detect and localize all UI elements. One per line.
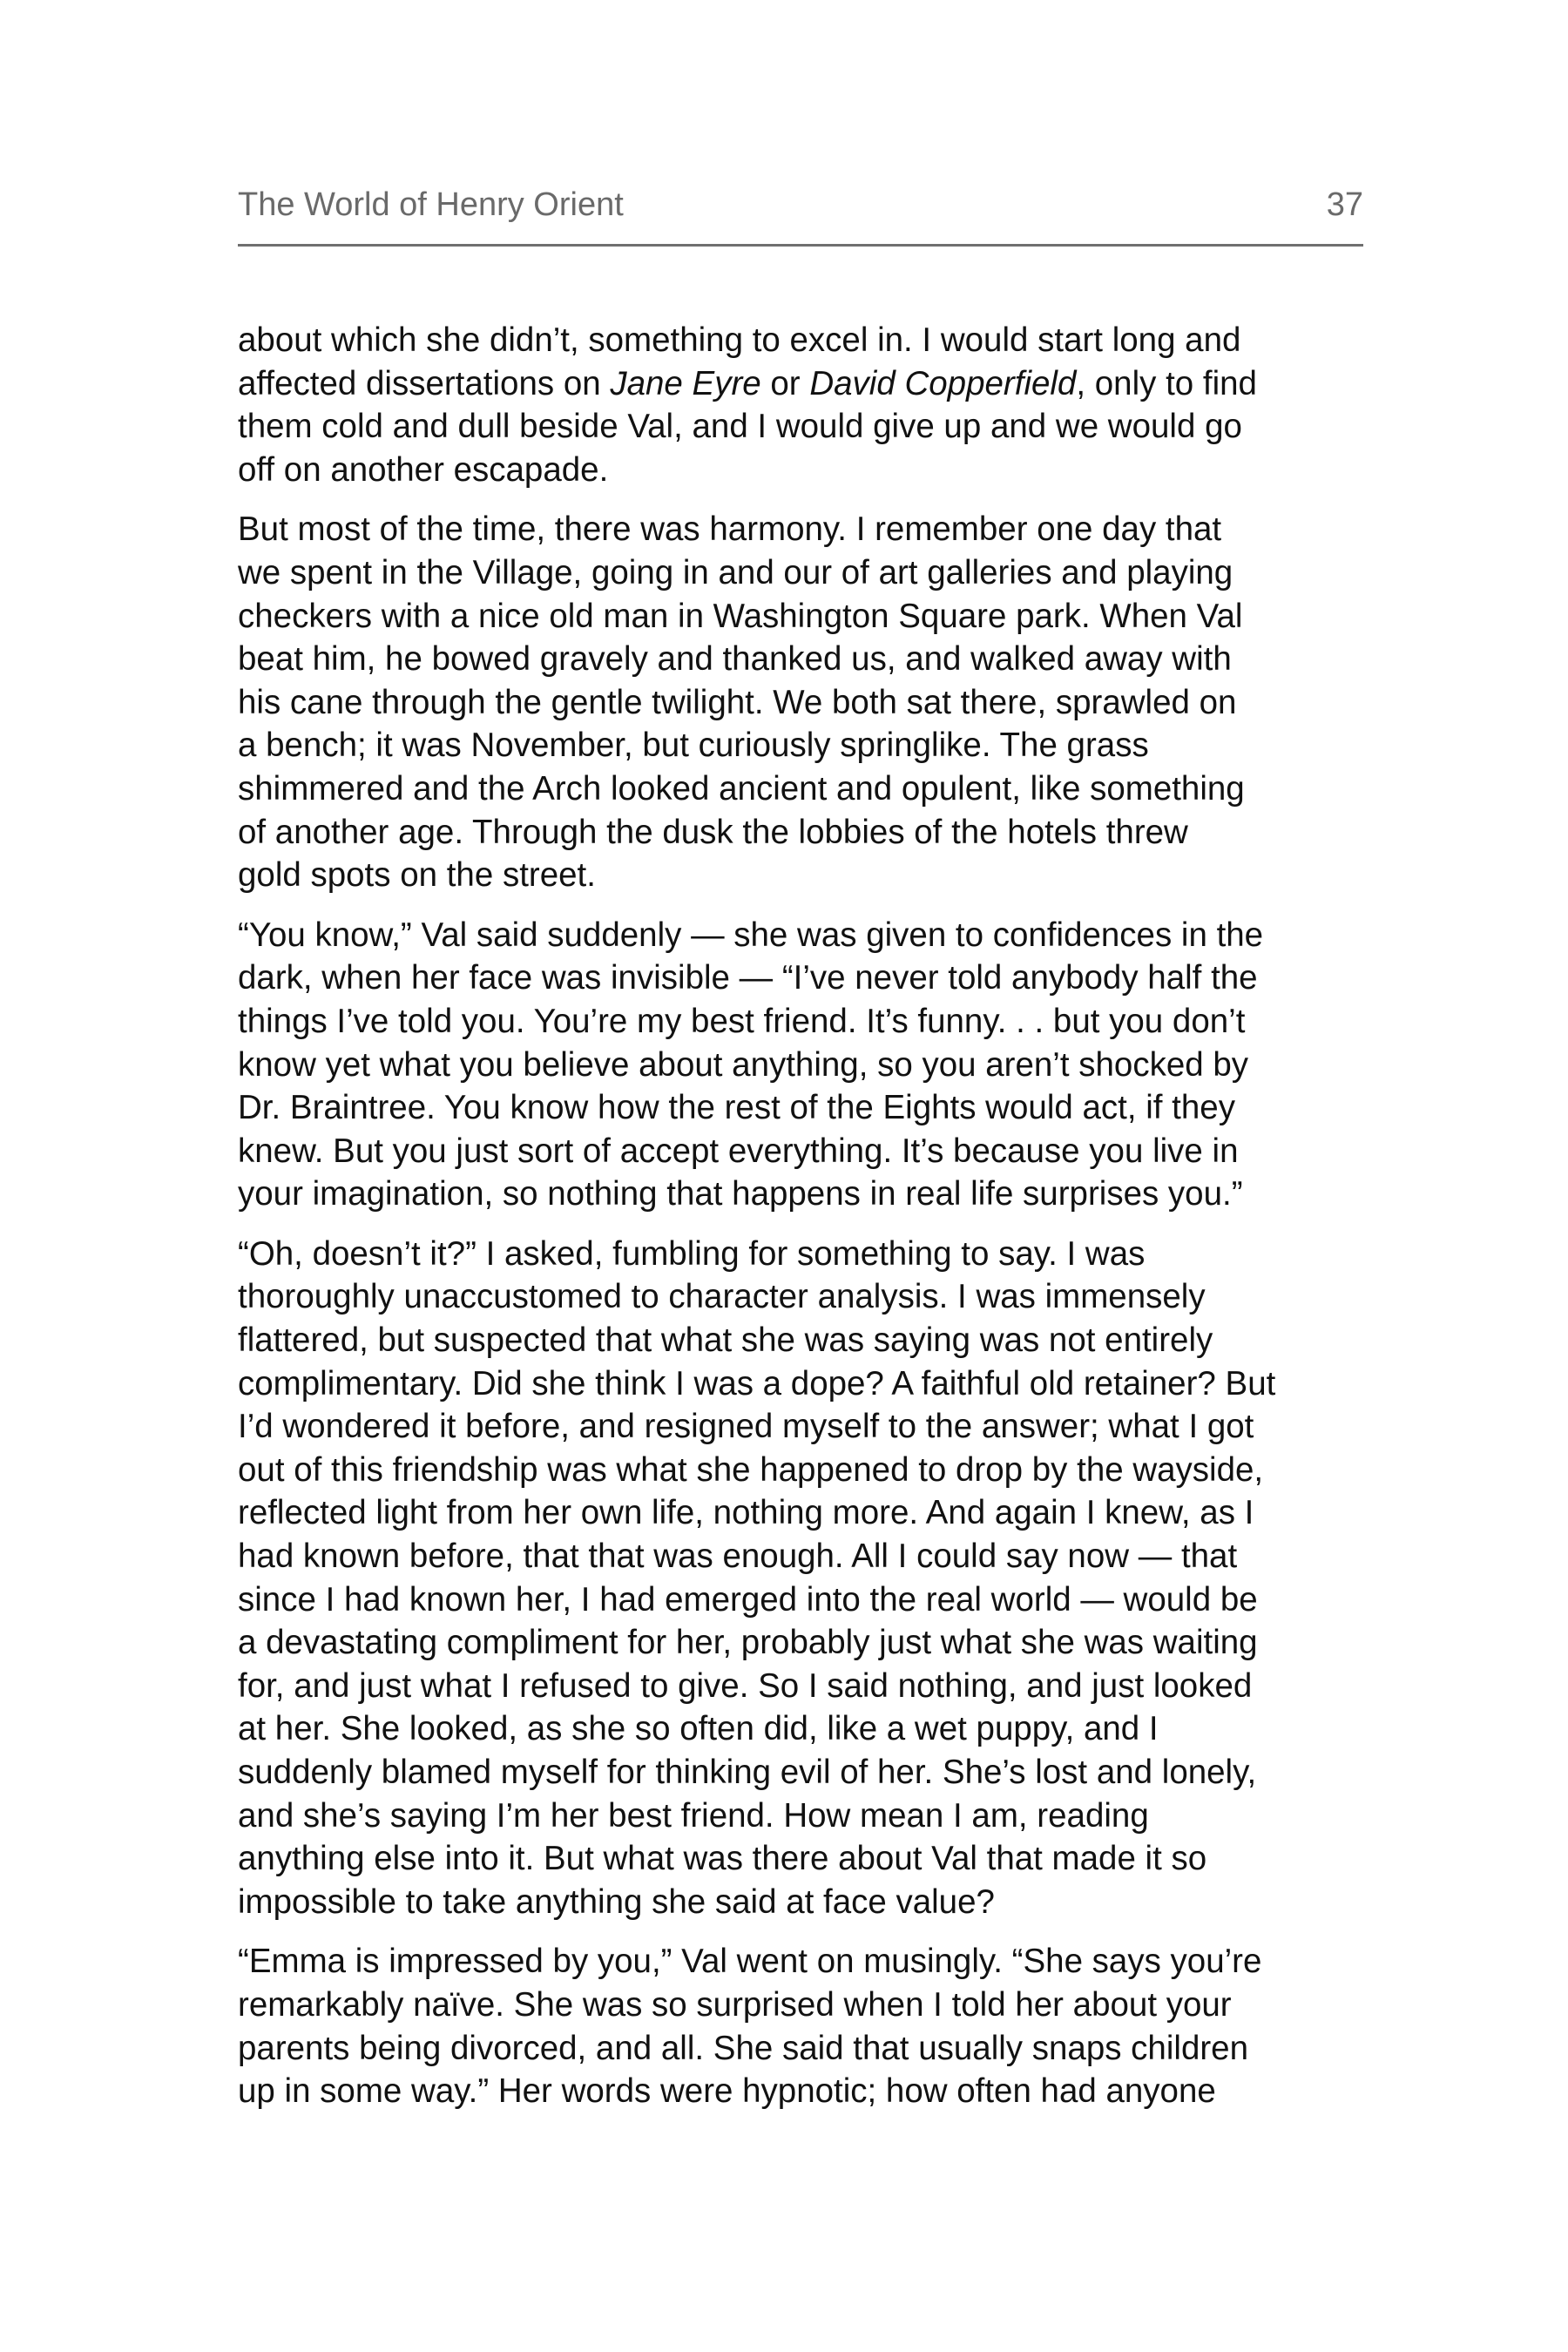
text-line: know yet what you believe about anything, so you aren’t shocked by [238,1045,1249,1084]
text-line: Dr. Braintree. You know how the rest of the Eights would act, if they [238,1089,1235,1127]
text-line: a devastating compliment for her, probably just what she was waiting [238,1624,1258,1662]
text-line: “Oh, doesn’t it?” I asked, fumbling for something to say. I was [238,1234,1146,1273]
running-header [238,185,1363,247]
paragraph [238,1940,1363,2112]
text-line: we spent in the Village, going in and our of art galleries and playing [238,553,1233,591]
text-line: and she’s saying I’m her best friend. How mean I am, reading [238,1796,1149,1835]
text-line: thoroughly unaccustomed to character analysis. I was immensely [238,1278,1206,1316]
text-line: had known before, that that was enough. All I could say now — that [238,1538,1238,1576]
text-line: them cold and dull beside Val, and I would give up and we would go [238,408,1242,446]
text-line: “Emma is impressed by you,” Val went on musingly. “She says you’re [238,1943,1262,1981]
text-line: off on another escapade. [238,450,609,489]
body-text [238,319,1363,2130]
text-line: up in some way.” Her words were hypnotic; how often had anyone [238,2072,1216,2111]
text-line: beat him, he bowed gravely and thanked us, and walked away with [238,640,1232,679]
paragraph [238,1233,1363,1924]
text-line: impossible to take anything she said at face value? [238,1882,995,1921]
text-line: reflected light from her own life, nothing more. And again I knew, as I [238,1494,1254,1532]
text-line: for, and just what I refused to give. So I said nothing, and just looked [238,1666,1253,1705]
running-title: The World of Henry Orient [238,186,624,223]
text-line: I’d wondered it before, and resigned myself to the answer; what I got [238,1408,1254,1446]
text-line: checkers with a nice old man in Washington Square park. When Val [238,597,1243,635]
text-line: “You know,” Val said suddenly — she was given to confidences in the [238,916,1264,954]
text-line: gold spots on the street. [238,856,596,895]
text-line: remarkably naïve. She was so surprised when I told her about your [238,1985,1232,2024]
text-line: flattered, but suspected that what she was saying was not entirely [238,1321,1213,1360]
text-line: a bench; it was November, but curiously springlike. The grass [238,727,1149,765]
text-line: your imagination, so nothing that happens in real life surprises you.” [238,1175,1243,1213]
text-line: complimentary. Did she think I was a dope? A faithful old retainer? But [238,1364,1276,1402]
paragraph [238,508,1363,896]
text-line: dark, when her face was invisible — “I’ve never told anybody half the [238,959,1258,997]
text-line: But most of the time, there was harmony. I remember one day that [238,510,1222,549]
text-line: out of this friendship was what she happened to drop by the wayside, [238,1450,1264,1489]
paragraph [238,914,1363,1216]
text-line: knew. But you just sort of accept everything. It’s because you live in [238,1132,1239,1170]
text-line: parents being divorced, and all. She said that usually snaps children [238,2029,1249,2067]
text-line: anything else into it. But what was there about Val that made it so [238,1840,1207,1878]
text-line: suddenly blamed myself for thinking evil of her. She’s lost and lonely, [238,1754,1257,1791]
text-line: since I had known her, I had emerged into the real world — would be [238,1580,1258,1619]
page-number: 37 [1326,186,1363,223]
paragraph [238,319,1363,491]
text-line: his cane through the gentle twilight. We both sat there, sprawled on [238,683,1237,721]
text-line: at her. She looked, as she so often did, like a wet puppy, and I [238,1710,1159,1748]
text-line: shimmered and the Arch looked ancient and opulent, like something [238,769,1245,808]
text-line: affected dissertations on Jane Eyre or David Copperfield, only to find [238,364,1257,402]
italic-title: Jane Eyre [610,364,761,402]
text-line: things I’ve told you. You’re my best friend. It’s funny. . . but you don’t [238,1002,1246,1040]
text-line: of another age. Through the dusk the lobbies of the hotels threw [238,813,1188,851]
text-line: about which she didn’t, something to excel in. I would start long and [238,321,1241,359]
italic-title: David Copperfield [809,364,1077,402]
